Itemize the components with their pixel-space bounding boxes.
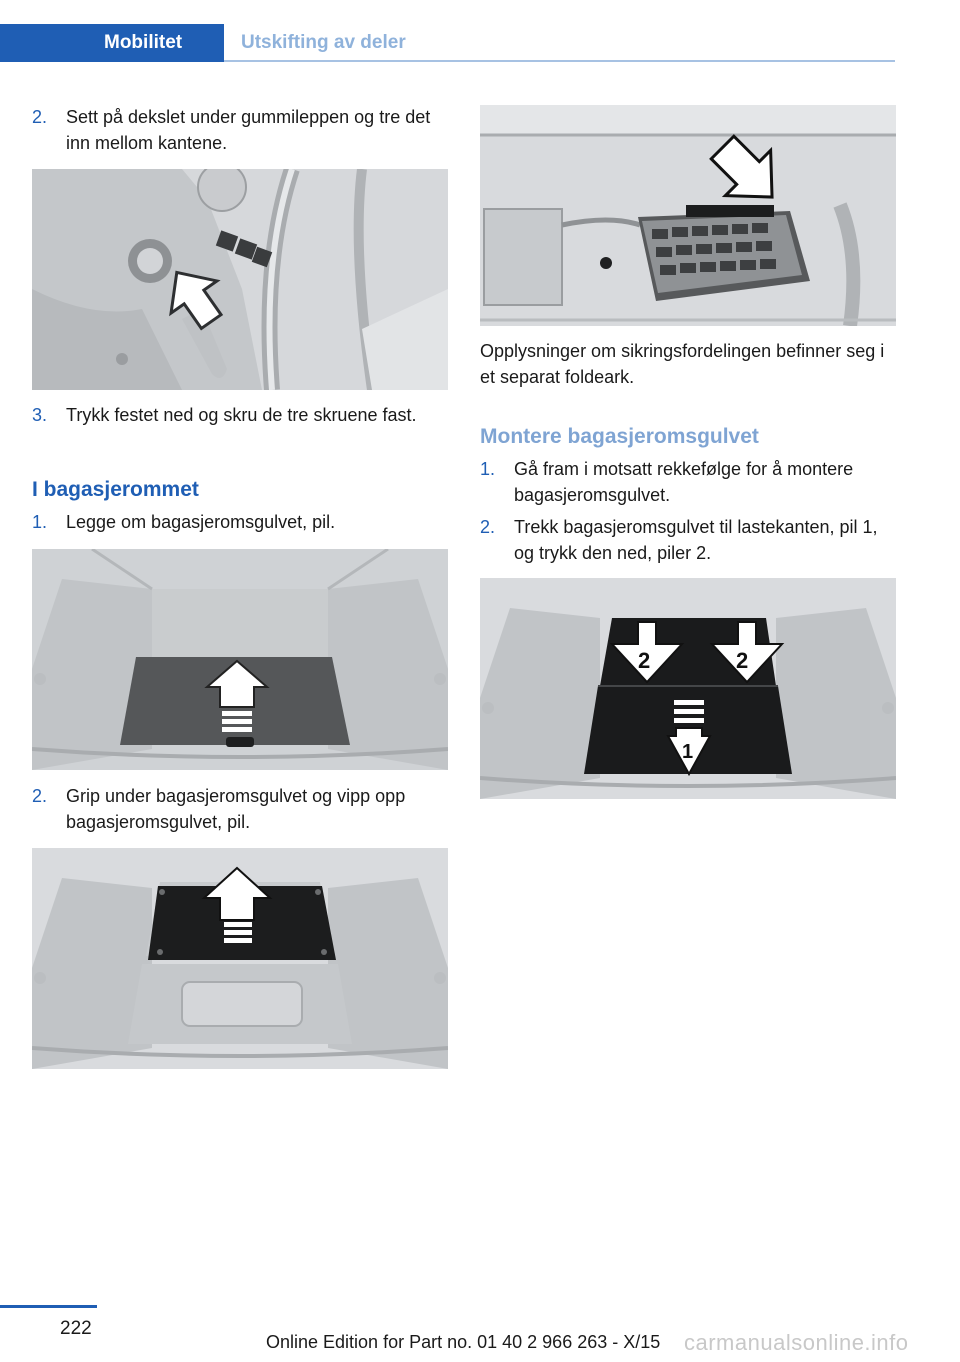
step-number: 2. xyxy=(32,107,48,127)
substep-2-lift-floor xyxy=(32,783,448,835)
cover-clip-illustration xyxy=(32,169,448,390)
arrow-2-right-label: 2 xyxy=(736,648,749,673)
substep-1-fold-floor xyxy=(32,509,448,535)
step-number: 3. xyxy=(32,405,48,425)
figure-cover-clip xyxy=(32,169,448,390)
step-3-screws xyxy=(32,402,448,428)
step-number: 1. xyxy=(32,512,48,532)
section-heading-i-bagasjerommet: I bagasjerommet xyxy=(32,478,199,501)
fuse-note: Opplysninger om sikringsfordelingen befinner seg i et separat foldeark. xyxy=(480,341,885,387)
tab-mobilitet[interactable]: Mobilitet xyxy=(0,24,224,62)
figure-lift-floor xyxy=(32,848,448,1069)
step-text: Sett på dekslet under gummileppen og tre det inn mellom kantene. xyxy=(66,107,431,153)
tab-utskifting-av-deler[interactable]: Utskifting av deler xyxy=(241,32,406,53)
step-number: 2. xyxy=(32,786,48,806)
step-text: Trykk festet ned og skru de tre skruene fast. xyxy=(66,405,417,425)
watermark: carmanualsonline.info xyxy=(684,1330,909,1355)
trunk-floor-illustration xyxy=(32,549,448,770)
footer-rule xyxy=(0,1305,97,1308)
arrow-2-left-label: 2 xyxy=(638,648,651,673)
step-text: Legge om bagasjeromsgulvet, pil. xyxy=(66,512,336,532)
fuse-box-illustration xyxy=(480,105,896,326)
right-column xyxy=(480,0,896,900)
step-number: 2. xyxy=(480,517,496,537)
figure-fold-floor xyxy=(32,549,448,770)
step-2-cover xyxy=(32,104,448,156)
mount-step-1 xyxy=(480,456,896,508)
mount-step-2 xyxy=(480,514,896,566)
section-heading-montere: Montere bagasjeromsgulvet xyxy=(480,425,759,448)
page-number: 222 xyxy=(60,1318,92,1339)
arrow-1-label: 1 xyxy=(682,741,694,763)
step-text: Grip under bagasjeromsgulvet og vipp opp bagasjeromsgulvet, pil. xyxy=(66,786,406,832)
step-text: Trekk bagasjeromsgulvet til lastekanten, pil 1, og trykk den ned, piler 2. xyxy=(514,517,878,563)
trunk-floor-mount-illustration xyxy=(480,578,896,799)
figure-fuse-box xyxy=(480,105,896,326)
edition-line: Online Edition for Part no. 01 40 2 966 263 - X/15 xyxy=(266,1332,661,1352)
step-number: 1. xyxy=(480,459,496,479)
step-text: Gå fram i motsatt rekkefølge for å montere bagasjeromsgulvet. xyxy=(514,459,854,505)
left-column xyxy=(32,0,448,1100)
trunk-floor-lifted-illustration xyxy=(32,848,448,1069)
figure-mount-floor xyxy=(480,578,896,799)
